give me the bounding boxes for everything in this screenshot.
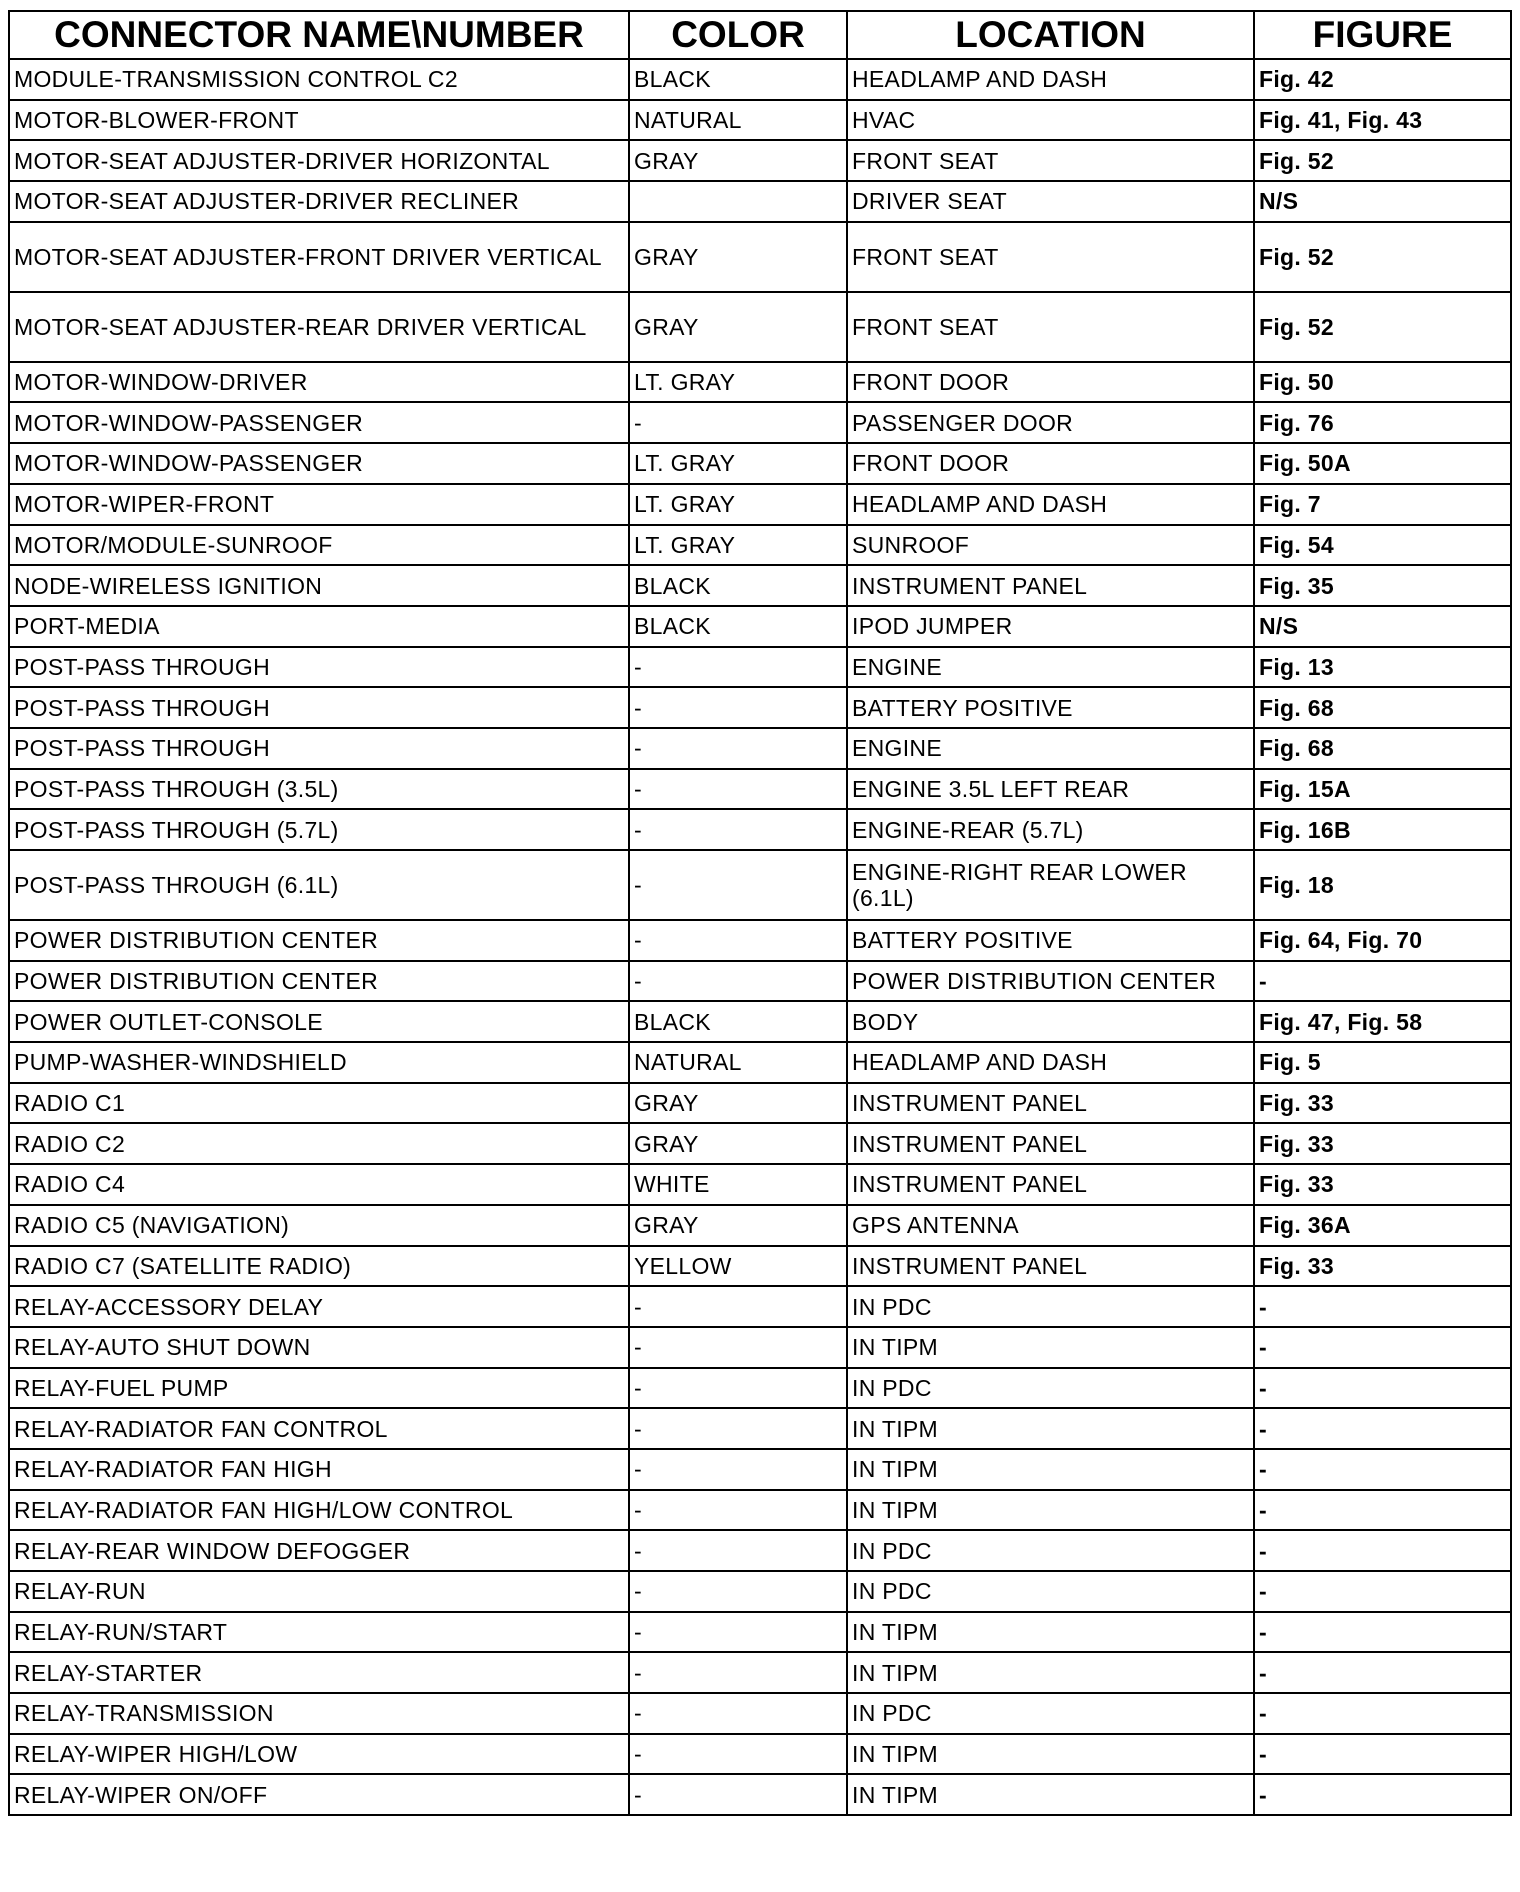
cell-figure: Fig. 15A — [1254, 769, 1511, 810]
cell-connector-name: RADIO C1 — [9, 1083, 629, 1124]
cell-connector-name: RELAY-AUTO SHUT DOWN — [9, 1327, 629, 1368]
cell-location: ENGINE-RIGHT REAR LOWER (6.1L) — [847, 850, 1254, 920]
cell-location: IN PDC — [847, 1530, 1254, 1571]
header-figure: FIGURE — [1254, 11, 1511, 59]
cell-color: - — [629, 1368, 847, 1409]
cell-figure: N/S — [1254, 606, 1511, 647]
cell-color: LT. GRAY — [629, 525, 847, 566]
cell-figure: Fig. 41, Fig. 43 — [1254, 100, 1511, 141]
cell-figure: - — [1254, 1286, 1511, 1327]
cell-connector-name: RELAY-STARTER — [9, 1652, 629, 1693]
cell-location: IN TIPM — [847, 1449, 1254, 1490]
cell-color: GRAY — [629, 140, 847, 181]
cell-location: FRONT SEAT — [847, 140, 1254, 181]
cell-connector-name: MOTOR/MODULE-SUNROOF — [9, 525, 629, 566]
table-row — [9, 362, 1511, 403]
table-row — [9, 1001, 1511, 1042]
cell-color: WHITE — [629, 1164, 847, 1205]
cell-figure: - — [1254, 1490, 1511, 1531]
cell-location: ENGINE — [847, 647, 1254, 688]
table-row — [9, 1774, 1511, 1815]
cell-color: - — [629, 1530, 847, 1571]
cell-figure: Fig. 33 — [1254, 1246, 1511, 1287]
cell-location: INSTRUMENT PANEL — [847, 1083, 1254, 1124]
table-row — [9, 525, 1511, 566]
cell-location: INSTRUMENT PANEL — [847, 565, 1254, 606]
cell-figure: N/S — [1254, 181, 1511, 222]
table-row — [9, 1571, 1511, 1612]
cell-figure: - — [1254, 1774, 1511, 1815]
table-row — [9, 1205, 1511, 1246]
cell-figure: Fig. 33 — [1254, 1123, 1511, 1164]
cell-connector-name: PUMP-WASHER-WINDSHIELD — [9, 1042, 629, 1083]
cell-location: IPOD JUMPER — [847, 606, 1254, 647]
cell-figure: Fig. 68 — [1254, 687, 1511, 728]
cell-figure: Fig. 54 — [1254, 525, 1511, 566]
header-row — [9, 11, 1511, 59]
cell-location: IN PDC — [847, 1368, 1254, 1409]
table-row — [9, 1246, 1511, 1287]
table-header — [9, 11, 1511, 59]
table-row — [9, 850, 1511, 920]
cell-location: HVAC — [847, 100, 1254, 141]
cell-color: - — [629, 1774, 847, 1815]
cell-location: IN TIPM — [847, 1612, 1254, 1653]
cell-color: - — [629, 1408, 847, 1449]
cell-color: - — [629, 809, 847, 850]
cell-connector-name: POST-PASS THROUGH — [9, 687, 629, 728]
cell-location: DRIVER SEAT — [847, 181, 1254, 222]
connector-table-page — [8, 10, 1510, 1816]
cell-connector-name: PORT-MEDIA — [9, 606, 629, 647]
table-row — [9, 292, 1511, 362]
cell-connector-name: RELAY-WIPER ON/OFF — [9, 1774, 629, 1815]
cell-color: - — [629, 850, 847, 920]
cell-connector-name: RELAY-FUEL PUMP — [9, 1368, 629, 1409]
cell-location: HEADLAMP AND DASH — [847, 484, 1254, 525]
cell-color: - — [629, 961, 847, 1002]
cell-figure: - — [1254, 1734, 1511, 1775]
cell-figure: - — [1254, 1408, 1511, 1449]
cell-location: GPS ANTENNA — [847, 1205, 1254, 1246]
cell-location: FRONT SEAT — [847, 292, 1254, 362]
cell-connector-name: POST-PASS THROUGH — [9, 728, 629, 769]
cell-figure: - — [1254, 1571, 1511, 1612]
cell-location: IN TIPM — [847, 1774, 1254, 1815]
table-row — [9, 402, 1511, 443]
cell-color — [629, 181, 847, 222]
cell-figure: - — [1254, 1693, 1511, 1734]
cell-color: BLACK — [629, 1001, 847, 1042]
table-row — [9, 1286, 1511, 1327]
table-row — [9, 1408, 1511, 1449]
cell-connector-name: MOTOR-SEAT ADJUSTER-DRIVER HORIZONTAL — [9, 140, 629, 181]
cell-location: HEADLAMP AND DASH — [847, 1042, 1254, 1083]
table-row — [9, 1490, 1511, 1531]
table-row — [9, 565, 1511, 606]
cell-connector-name: RELAY-WIPER HIGH/LOW — [9, 1734, 629, 1775]
cell-location: IN TIPM — [847, 1652, 1254, 1693]
cell-figure: - — [1254, 1530, 1511, 1571]
cell-connector-name: MOTOR-SEAT ADJUSTER-DRIVER RECLINER — [9, 181, 629, 222]
cell-connector-name: RADIO C2 — [9, 1123, 629, 1164]
cell-figure: Fig. 35 — [1254, 565, 1511, 606]
cell-figure: Fig. 47, Fig. 58 — [1254, 1001, 1511, 1042]
table-row — [9, 1164, 1511, 1205]
table-row — [9, 687, 1511, 728]
cell-connector-name: POST-PASS THROUGH (5.7L) — [9, 809, 629, 850]
cell-connector-name: RELAY-TRANSMISSION — [9, 1693, 629, 1734]
cell-figure: - — [1254, 1612, 1511, 1653]
cell-location: INSTRUMENT PANEL — [847, 1123, 1254, 1164]
cell-color: - — [629, 1327, 847, 1368]
cell-location: BATTERY POSITIVE — [847, 920, 1254, 961]
cell-figure: Fig. 33 — [1254, 1164, 1511, 1205]
cell-location: HEADLAMP AND DASH — [847, 59, 1254, 100]
cell-color: - — [629, 1490, 847, 1531]
cell-figure: - — [1254, 1449, 1511, 1490]
cell-connector-name: MODULE-TRANSMISSION CONTROL C2 — [9, 59, 629, 100]
cell-location: FRONT SEAT — [847, 222, 1254, 292]
cell-figure: - — [1254, 1327, 1511, 1368]
cell-color: - — [629, 1449, 847, 1490]
cell-location: IN TIPM — [847, 1490, 1254, 1531]
cell-location: IN TIPM — [847, 1408, 1254, 1449]
table-row — [9, 222, 1511, 292]
cell-connector-name: MOTOR-BLOWER-FRONT — [9, 100, 629, 141]
cell-color: GRAY — [629, 1205, 847, 1246]
table-row — [9, 1734, 1511, 1775]
cell-connector-name: RELAY-RADIATOR FAN CONTROL — [9, 1408, 629, 1449]
cell-color: GRAY — [629, 1123, 847, 1164]
cell-location: ENGINE — [847, 728, 1254, 769]
cell-color: LT. GRAY — [629, 362, 847, 403]
cell-color: - — [629, 1652, 847, 1693]
cell-connector-name: NODE-WIRELESS IGNITION — [9, 565, 629, 606]
cell-color: - — [629, 728, 847, 769]
cell-color: LT. GRAY — [629, 484, 847, 525]
cell-figure: - — [1254, 1652, 1511, 1693]
table-row — [9, 140, 1511, 181]
cell-color: - — [629, 769, 847, 810]
table-row — [9, 1368, 1511, 1409]
cell-location: IN PDC — [847, 1286, 1254, 1327]
cell-color: - — [629, 1571, 847, 1612]
table-row — [9, 1652, 1511, 1693]
table-row — [9, 59, 1511, 100]
cell-color: GRAY — [629, 292, 847, 362]
cell-location: INSTRUMENT PANEL — [847, 1246, 1254, 1287]
cell-color: - — [629, 1612, 847, 1653]
table-body — [9, 59, 1511, 1815]
cell-color: - — [629, 1693, 847, 1734]
table-row — [9, 606, 1511, 647]
cell-figure: Fig. 52 — [1254, 222, 1511, 292]
cell-color: BLACK — [629, 565, 847, 606]
table-row — [9, 100, 1511, 141]
cell-figure: Fig. 50A — [1254, 443, 1511, 484]
cell-location: SUNROOF — [847, 525, 1254, 566]
cell-color: NATURAL — [629, 1042, 847, 1083]
cell-figure: Fig. 13 — [1254, 647, 1511, 688]
cell-connector-name: POST-PASS THROUGH — [9, 647, 629, 688]
cell-location: IN PDC — [847, 1571, 1254, 1612]
cell-color: - — [629, 1286, 847, 1327]
cell-color: NATURAL — [629, 100, 847, 141]
cell-color: - — [629, 402, 847, 443]
cell-location: ENGINE-REAR (5.7L) — [847, 809, 1254, 850]
cell-color: GRAY — [629, 222, 847, 292]
cell-location: INSTRUMENT PANEL — [847, 1164, 1254, 1205]
cell-figure: Fig. 7 — [1254, 484, 1511, 525]
cell-figure: - — [1254, 961, 1511, 1002]
cell-connector-name: MOTOR-WINDOW-PASSENGER — [9, 443, 629, 484]
table-row — [9, 728, 1511, 769]
table-row — [9, 920, 1511, 961]
table-row — [9, 1449, 1511, 1490]
cell-figure: Fig. 16B — [1254, 809, 1511, 850]
cell-connector-name: MOTOR-WIPER-FRONT — [9, 484, 629, 525]
cell-connector-name: MOTOR-SEAT ADJUSTER-FRONT DRIVER VERTICAL — [9, 222, 629, 292]
table-row — [9, 484, 1511, 525]
header-connector-name: CONNECTOR NAME\NUMBER — [9, 11, 629, 59]
cell-figure: Fig. 5 — [1254, 1042, 1511, 1083]
cell-location: IN TIPM — [847, 1327, 1254, 1368]
header-color: COLOR — [629, 11, 847, 59]
cell-figure: Fig. 68 — [1254, 728, 1511, 769]
cell-location: BATTERY POSITIVE — [847, 687, 1254, 728]
cell-connector-name: POWER OUTLET-CONSOLE — [9, 1001, 629, 1042]
cell-figure: - — [1254, 1368, 1511, 1409]
table-row — [9, 647, 1511, 688]
connector-table — [8, 10, 1512, 1816]
cell-location: ENGINE 3.5L LEFT REAR — [847, 769, 1254, 810]
cell-connector-name: MOTOR-WINDOW-DRIVER — [9, 362, 629, 403]
cell-connector-name: RELAY-RADIATOR FAN HIGH/LOW CONTROL — [9, 1490, 629, 1531]
cell-connector-name: POST-PASS THROUGH (3.5L) — [9, 769, 629, 810]
cell-color: GRAY — [629, 1083, 847, 1124]
cell-connector-name: POST-PASS THROUGH (6.1L) — [9, 850, 629, 920]
cell-figure: Fig. 36A — [1254, 1205, 1511, 1246]
cell-connector-name: RELAY-RUN/START — [9, 1612, 629, 1653]
cell-color: - — [629, 687, 847, 728]
cell-color: - — [629, 1734, 847, 1775]
table-row — [9, 1083, 1511, 1124]
cell-figure: Fig. 52 — [1254, 140, 1511, 181]
table-row — [9, 961, 1511, 1002]
table-row — [9, 1693, 1511, 1734]
cell-color: - — [629, 647, 847, 688]
cell-figure: Fig. 33 — [1254, 1083, 1511, 1124]
cell-connector-name: RADIO C4 — [9, 1164, 629, 1205]
cell-connector-name: RELAY-RUN — [9, 1571, 629, 1612]
table-row — [9, 769, 1511, 810]
cell-connector-name: MOTOR-SEAT ADJUSTER-REAR DRIVER VERTICAL — [9, 292, 629, 362]
header-location: LOCATION — [847, 11, 1254, 59]
cell-figure: Fig. 50 — [1254, 362, 1511, 403]
cell-location: POWER DISTRIBUTION CENTER — [847, 961, 1254, 1002]
cell-color: YELLOW — [629, 1246, 847, 1287]
cell-connector-name: RELAY-REAR WINDOW DEFOGGER — [9, 1530, 629, 1571]
cell-location: FRONT DOOR — [847, 443, 1254, 484]
cell-connector-name: RADIO C7 (SATELLITE RADIO) — [9, 1246, 629, 1287]
table-row — [9, 443, 1511, 484]
cell-figure: Fig. 76 — [1254, 402, 1511, 443]
table-row — [9, 809, 1511, 850]
cell-figure: Fig. 18 — [1254, 850, 1511, 920]
cell-connector-name: RELAY-ACCESSORY DELAY — [9, 1286, 629, 1327]
cell-location: IN TIPM — [847, 1734, 1254, 1775]
cell-figure: Fig. 52 — [1254, 292, 1511, 362]
cell-color: BLACK — [629, 606, 847, 647]
cell-color: LT. GRAY — [629, 443, 847, 484]
cell-connector-name: RADIO C5 (NAVIGATION) — [9, 1205, 629, 1246]
cell-location: IN PDC — [847, 1693, 1254, 1734]
table-row — [9, 1042, 1511, 1083]
cell-connector-name: POWER DISTRIBUTION CENTER — [9, 961, 629, 1002]
cell-location: FRONT DOOR — [847, 362, 1254, 403]
cell-connector-name: MOTOR-WINDOW-PASSENGER — [9, 402, 629, 443]
cell-connector-name: POWER DISTRIBUTION CENTER — [9, 920, 629, 961]
table-row — [9, 1530, 1511, 1571]
cell-location: PASSENGER DOOR — [847, 402, 1254, 443]
table-row — [9, 181, 1511, 222]
cell-color: BLACK — [629, 59, 847, 100]
cell-figure: Fig. 42 — [1254, 59, 1511, 100]
cell-color: - — [629, 920, 847, 961]
table-row — [9, 1612, 1511, 1653]
table-row — [9, 1327, 1511, 1368]
cell-connector-name: RELAY-RADIATOR FAN HIGH — [9, 1449, 629, 1490]
cell-location: BODY — [847, 1001, 1254, 1042]
cell-figure: Fig. 64, Fig. 70 — [1254, 920, 1511, 961]
table-row — [9, 1123, 1511, 1164]
